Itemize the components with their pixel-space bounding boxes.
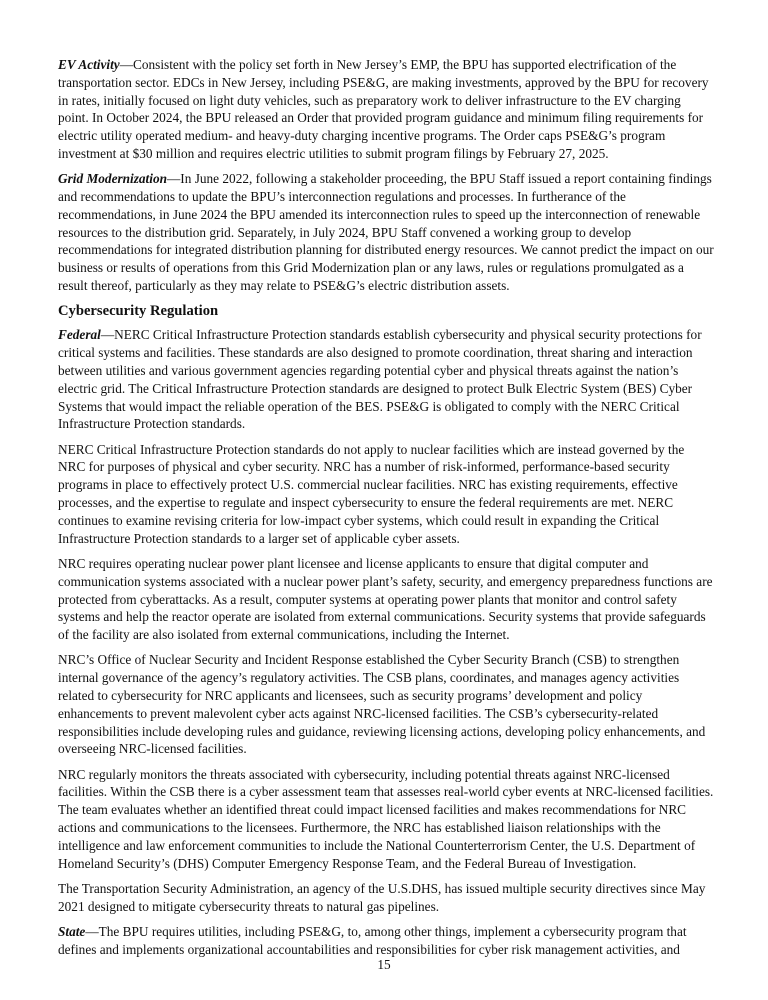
paragraph: NRC regularly monitors the threats associated with cybersecurity, including potential threats against NRC-licensed facilities. Within the CSB there is a cyber assessment team that assesses real-world cyber events at NRC-licensed facilities. The team evaluates whether an identified threat could impact licensed facilities and makes recommendations for NRC actions and communications to the licensees. Furthermore, the NRC has established liaison relationships with the intelligence and law enforcement communities to include the National Counterterrorism Center, the U.S. Department of Homeland Security’s (DHS) Computer Emergency Response Team, and the Federal Bureau of Investigation. (58, 766, 714, 871)
paragraph: The Transportation Security Administration, an agency of the U.S.DHS, has issued multiple security directives since May 2021 designed to mitigate cybersecurity threats to natural gas pipelines. (58, 880, 706, 914)
page-number: 15 (377, 957, 391, 972)
paragraph-text: —NERC Critical Infrastructure Protection standards establish cybersecurity and physical security protections for critical systems and facilities. These standards are also designed to promote coordination, threat sharing and interaction between utilities and various government agencies regarding potential cyber and physical threats against the nation’s electric grid. The Critical Infrastructure Protection standards are designed to protect Bulk Electric System (BES) Cyber Systems that would impact the reliable operation of the BES. PSE&G is obligated to comply with the NERC Critical Infrastructure Protection standards. (58, 327, 702, 432)
paragraph-text: —In June 2022, following a stakeholder proceeding, the BPU Staff issued a report containing findings and recommendations to update the BPU’s interconnection regulations and processes. In furtherance of the recommendations, in June 2024 the BPU amended its interconnection rules to speed up the interconnection of renewable resources to the distribution grid. Separately, in July 2024, BPU Staff convened a working group to develop recommendations for integrated distribution planning for distributed energy resources. We cannot predict the impact on our business or results of operations from this Grid Modernization plan or any laws, rules or regulations promulgated as a result thereof, particularly as they may relate to PSE&G’s electric distribution assets. (58, 171, 714, 294)
paragraph-lead: Federal (58, 327, 101, 343)
paragraph-federal (58, 326, 714, 433)
paragraph-state (58, 923, 714, 959)
document-page (58, 56, 714, 966)
paragraph-lead: Grid Modernization (58, 171, 167, 187)
paragraph: NRC’s Office of Nuclear Security and Incident Response established the Cyber Security Branch (CSB) to strengthen internal governance of the agency’s regulatory activities. The CSB plans, coordinates, and manages agency activities related to cybersecurity for NRC applicants and licensees, such as security programs’ development and policy enhancements to prevent malevolent cyber acts against NRC-licensed facilities. The CSB’s cybersecurity-related responsibilities include developing rules and guidance, reviewing licensing actions, developing policy enhancements, and overseeing NRC-licensed facilities. (58, 652, 706, 757)
paragraph-lead: State (58, 924, 86, 940)
paragraph-text: —The BPU requires utilities, including PSE&G, to, among other things, implement a cybersecurity program that defines and implements organizational accountabilities and responsibilities for cyber risk management activities, and (58, 924, 687, 957)
paragraph-grid-modernization (58, 170, 714, 295)
paragraph: NRC requires operating nuclear power plant licensee and license applicants to ensure that digital computer and communication systems associated with a nuclear power plant’s safety, security, and emergency preparedness functions are protected from cyberattacks. As a result, computer systems at operating power plants that monitor and control safety systems and help the reactor operate are isolated from external communications. Security systems that provide safeguards of the facility are also isolated from external communications, including the Internet. (58, 555, 713, 643)
paragraph-ev-activity (58, 56, 714, 163)
section-heading: Cybersecurity Regulation (58, 303, 219, 320)
paragraph-lead: EV Activity (58, 57, 120, 72)
paragraph-text: —Consistent with the policy set forth in New Jersey’s EMP, the BPU has supported electrification of the transportation sector. EDCs in New Jersey, including PSE&G, are making investments, approved by the BPU for recovery in rates, initially focused on light duty vehicles, such as preparatory work to deliver infrastructure to the EV charging point. In October 2024, the BPU released an Order that provided program guidance and minimum filing requirements for electric utility operated medium- and heavy-duty charging incentive programs. The Order caps PSE&G’s program investment at $30 million and requires electric utilities to submit program filings by February 27, 2025. (58, 57, 709, 161)
paragraph: NERC Critical Infrastructure Protection standards do not apply to nuclear facilities which are instead governed by the NRC for purposes of physical and cyber security. NRC has a number of risk-informed, performance-based security programs in place to effectively protect U.S. commercial nuclear facilities. NRC has existing requirements, effective processes, and the expertise to regulate and inspect cybersecurity to ensure the federal requirements are met. NERC continues to examine revising criteria for low-impact cyber systems, which could result in expanding the Critical Infrastructure Protection standards to a larger set of applicable cyber assets. (58, 441, 685, 546)
